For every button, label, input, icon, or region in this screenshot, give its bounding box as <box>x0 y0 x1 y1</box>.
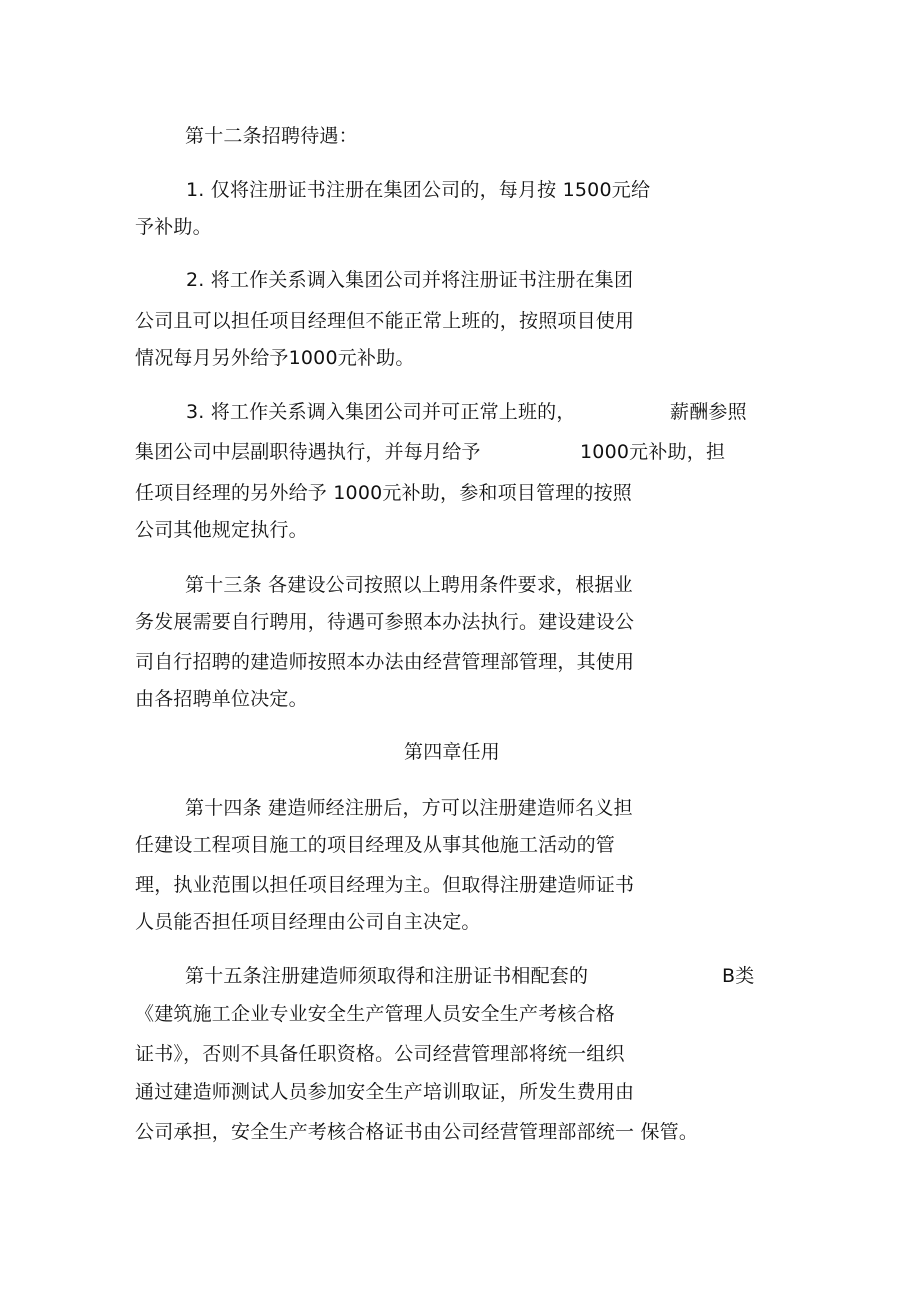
article-12-item3-line4: 公司其他规定执行。 <box>135 519 308 541</box>
article-15-line1b: B类 <box>722 965 755 987</box>
article-13-line4: 由各招聘单位决定。 <box>135 688 308 710</box>
article-12-item3-line1a: 3. 将工作关系调入集团公司并可正常上班的， <box>186 401 576 423</box>
article-14-line2: 任建设工程项目施工的项目经理及从事其他施工活动的管 <box>135 834 616 856</box>
article-12-item3-line2a: 集团公司中层副职待遇执行，并每月给予 <box>135 441 481 463</box>
article-12-item2-line3: 情况每月另外给予1000元补助。 <box>135 347 415 369</box>
article-12-item3-line3: 任项目经理的另外给予 1000元补助，参和项目管理的按照 <box>135 482 632 504</box>
article-13-line2: 务发展需要自行聘用，待遇可参照本办法执行。建设建设公 <box>135 611 635 633</box>
article-15-line4: 通过建造师测试人员参加安全生产培训取证，所发生费用由 <box>135 1081 635 1103</box>
article-13-line1: 第十三条 各建设公司按照以上聘用条件要求，根据业 <box>185 574 633 596</box>
article-12-item2-line1: 2. 将工作关系调入集团公司并将注册证书注册在集团 <box>186 269 634 291</box>
article-12-item2-line2: 公司且可以担任项目经理但不能正常上班的，按照项目使用 <box>135 310 635 332</box>
article-14-line4: 人员能否担任项目经理由公司自主决定。 <box>135 911 481 933</box>
article-12-item1-line1: 1. 仅将注册证书注册在集团公司的，每月按 1500元给 <box>186 179 651 201</box>
article-14-line1: 第十四条 建造师经注册后，方可以注册建造师名义担 <box>185 797 633 819</box>
article-15-line5: 公司承担，安全生产考核合格证书由公司经营管理部部统一 保管。 <box>135 1121 699 1143</box>
article-13-line3: 司自行招聘的建造师按照本办法由经营管理部管理，其使用 <box>135 651 635 673</box>
article-12-item1-line2: 予补助。 <box>135 216 212 238</box>
chapter-4-title: 第四章任用 <box>404 741 501 763</box>
article-12-item3-line2b: 1000元补助，担 <box>580 441 726 463</box>
article-15-line3: 证书》，否则不具备任职资格。公司经营管理部将统一组织 <box>135 1043 625 1065</box>
article-12-title: 第十二条招聘待遇： <box>185 125 358 147</box>
article-15-line1a: 第十五条注册建造师须取得和注册证书相配套的 <box>185 965 589 987</box>
article-15-line2: 《建筑施工企业专业安全生产管理人员安全生产考核合格 <box>135 1003 616 1025</box>
article-12-item3-line1b: 薪酬参照 <box>670 401 747 423</box>
article-14-line3: 理，执业范围以担任项目经理为主。但取得注册建造师证书 <box>135 874 635 896</box>
